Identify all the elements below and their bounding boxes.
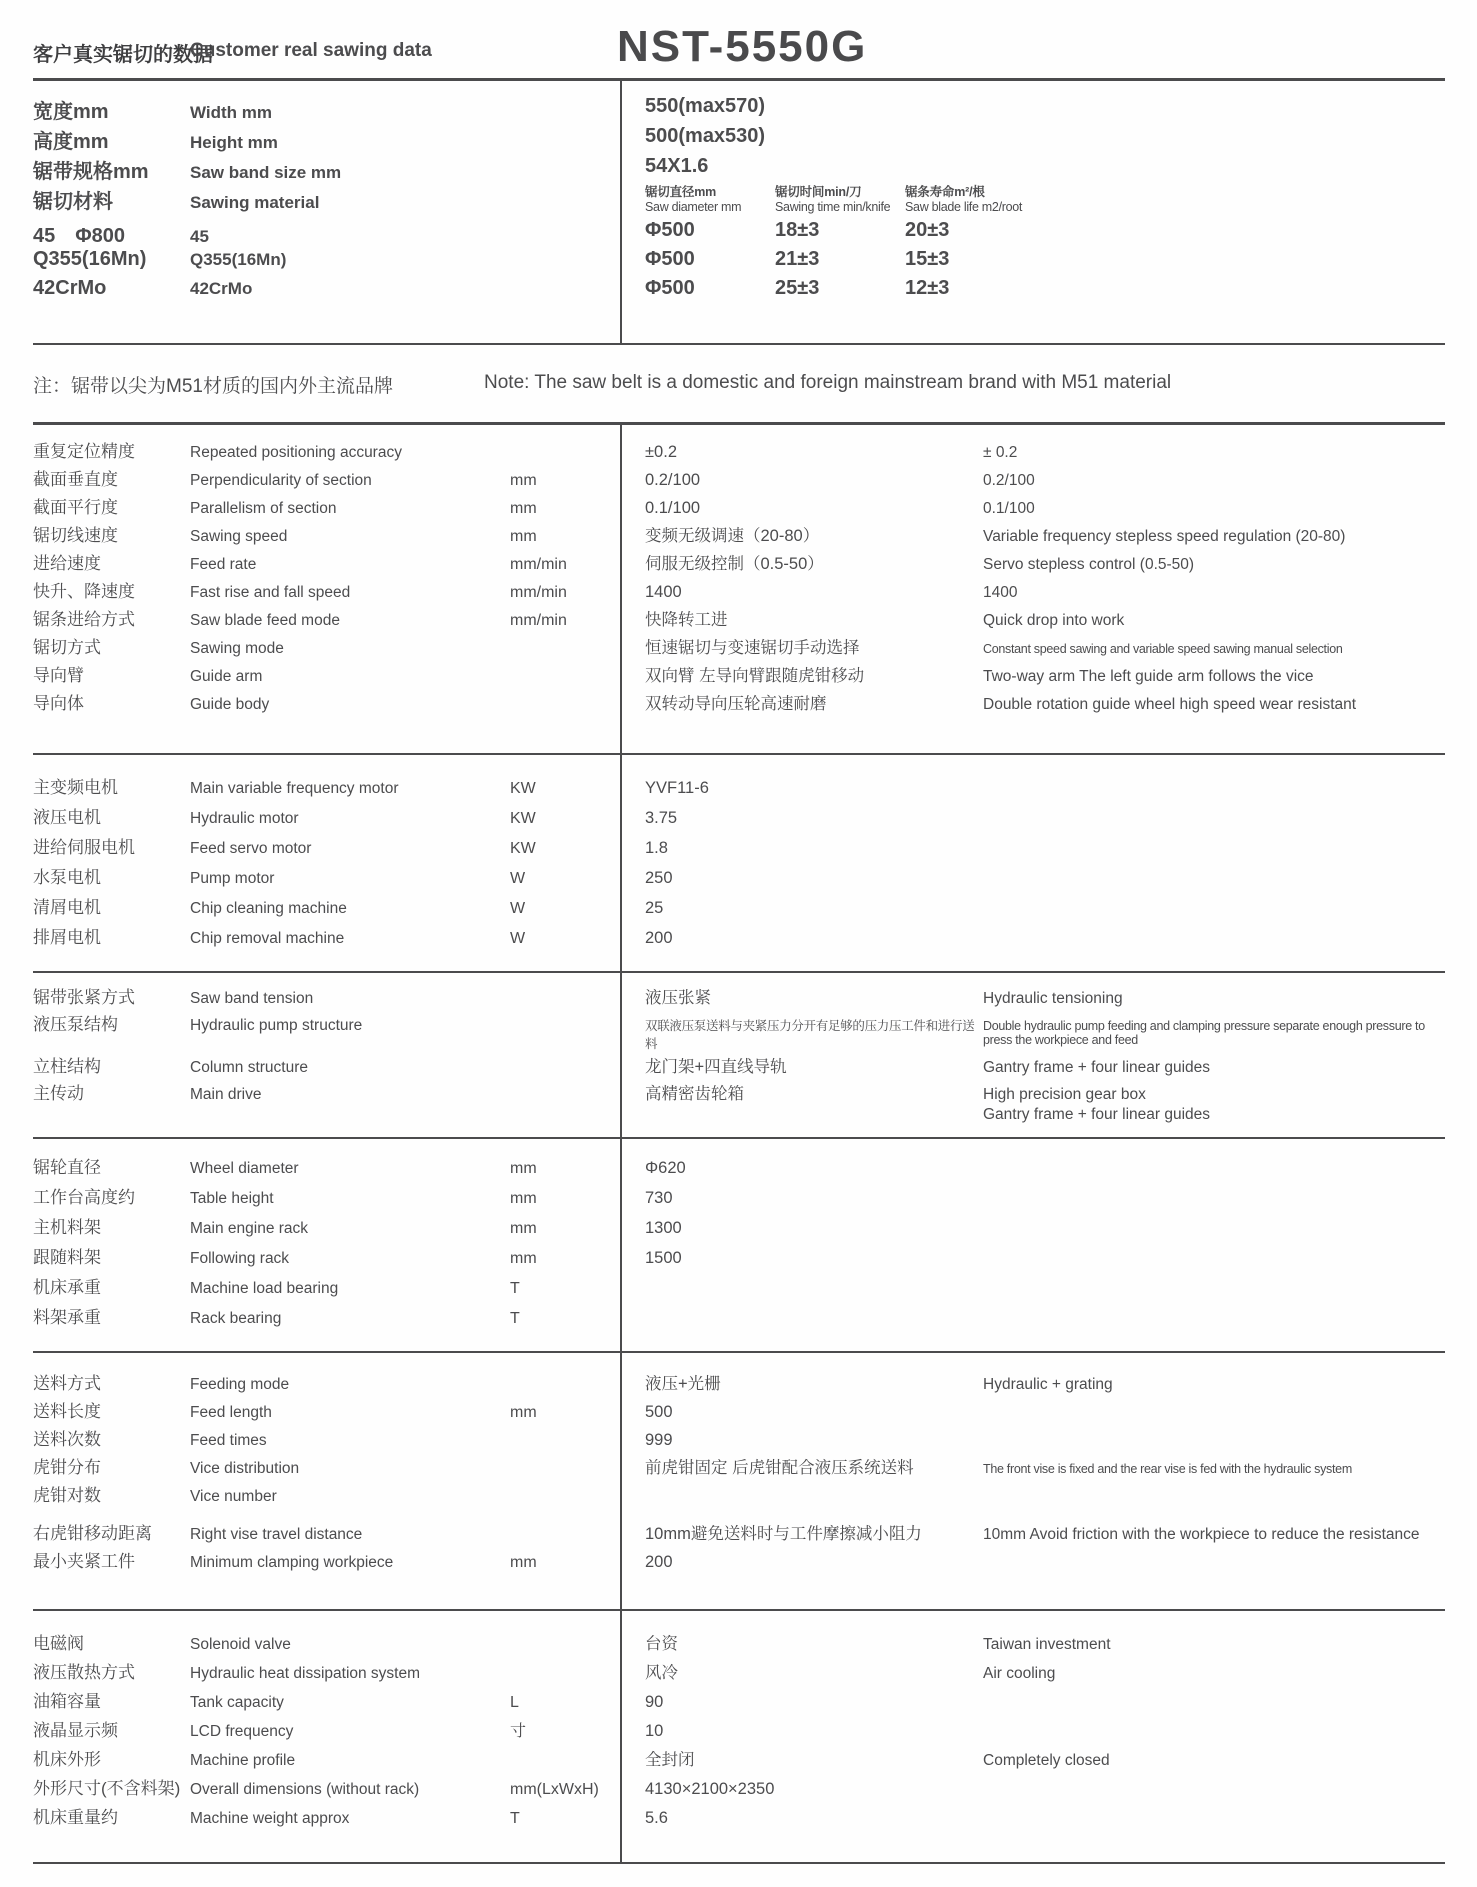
- label-cn: 主变频电机: [33, 777, 118, 797]
- value-en: Double rotation guide wheel high speed wear resistant: [983, 695, 1357, 713]
- spec-row: [33, 1774, 1445, 1803]
- mini-table-cell: 25±3: [775, 276, 820, 299]
- label-cn: 送料方式: [33, 1373, 101, 1393]
- label-cn: 锯切线速度: [33, 525, 118, 545]
- spec-table: [33, 425, 1445, 1864]
- label-en: Following rack: [190, 1249, 290, 1267]
- unit-label: mm: [510, 499, 537, 517]
- value-en: Completely closed: [983, 1751, 1110, 1769]
- sawing-data-row: [33, 277, 620, 306]
- value-en: Constant speed sawing and variable speed sawing manual selection: [983, 641, 1343, 656]
- unit-label: mm/min: [510, 611, 567, 629]
- value-cn: YVF11-6: [645, 778, 709, 797]
- label-cn: 水泵电机: [33, 867, 101, 887]
- value-cn: 高精密齿轮箱: [645, 1084, 744, 1103]
- value-cn: 双转动导向压轮高速耐磨: [645, 694, 827, 713]
- label-cn: 机床重量约: [33, 1807, 118, 1827]
- spec-row: [33, 1052, 1445, 1079]
- value-en: 0.2/100: [983, 471, 1035, 489]
- sawing-data-values: [645, 95, 1445, 306]
- label-en: Main variable frequency motor: [190, 779, 399, 797]
- label-cn: 快升、降速度: [33, 581, 135, 601]
- label-en: Chip cleaning machine: [190, 899, 347, 917]
- value-cn: 999: [645, 1430, 673, 1449]
- mini-header-cn: 锯切直径mm: [645, 184, 717, 199]
- mini-table-cell: 12±3: [905, 276, 950, 299]
- value-cn: 5.6: [645, 1808, 668, 1827]
- label-cn: 45 Φ800: [33, 224, 126, 247]
- value-cn: 0.1/100: [645, 498, 701, 517]
- unit-label: W: [510, 899, 526, 917]
- spec-row: [33, 493, 1445, 521]
- spec-row: [33, 1273, 1445, 1303]
- label-en: Machine weight approx: [190, 1809, 350, 1827]
- label-en: Table height: [190, 1189, 274, 1207]
- label-en: Height mm: [190, 132, 278, 152]
- label-en: Saw band tension: [190, 989, 314, 1007]
- label-en: Solenoid valve: [190, 1635, 291, 1653]
- value-cn: 3.75: [645, 808, 678, 827]
- value-cn: 全封闭: [645, 1750, 695, 1769]
- label-cn: 锯带规格mm: [33, 160, 149, 183]
- spec-section-3: [33, 973, 1445, 1139]
- label-cn: 跟随料架: [33, 1247, 101, 1267]
- label-cn: 电磁阀: [33, 1633, 84, 1653]
- label-cn: 进给速度: [33, 553, 101, 573]
- label-en: Sawing speed: [190, 527, 288, 545]
- value-cn: 龙门架+四直线导轨: [645, 1057, 787, 1076]
- value-cn: 风冷: [645, 1663, 678, 1682]
- spec-section-4: [33, 1139, 1445, 1353]
- label-cn: 锯切材料: [33, 190, 113, 213]
- mini-header-en: Saw blade life m2/root: [905, 199, 1023, 214]
- unit-label: mm: [510, 1403, 537, 1421]
- page-title-cn: 客户真实锯切的数据: [33, 44, 213, 66]
- label-en: Feeding mode: [190, 1375, 290, 1393]
- mini-table-cell: 21±3: [775, 247, 820, 270]
- label-en: Machine load bearing: [190, 1279, 339, 1297]
- value-cn: 双联液压泵送料与夹紧压力分开有足够的压力压工件和进行送料: [645, 1018, 975, 1051]
- spec-row: [33, 1519, 1445, 1547]
- sawing-data-row: [33, 185, 620, 219]
- note-text-cn: 注：锯带以尖为M51材质的国内外主流品牌: [33, 376, 393, 397]
- label-cn: 截面垂直度: [33, 469, 118, 489]
- label-en: Column structure: [190, 1058, 309, 1076]
- spec-row: [33, 661, 1445, 689]
- spec-row: [33, 1153, 1445, 1183]
- spec-row: [33, 1243, 1445, 1273]
- label-en: Sawing material: [190, 192, 320, 212]
- spec-row: [33, 437, 1445, 465]
- value-cn: 液压+光栅: [645, 1374, 721, 1393]
- value-en: 1400: [983, 583, 1018, 601]
- spec-value: 54X1.6: [645, 154, 709, 177]
- label-cn: 宽度mm: [33, 100, 109, 123]
- label-cn: 导向体: [33, 693, 84, 713]
- label-cn: 锯带张紧方式: [33, 987, 135, 1007]
- value-en: Gantry frame + four linear guides: [983, 1105, 1211, 1123]
- value-en: Gantry frame + four linear guides: [983, 1058, 1211, 1076]
- label-en: Feed servo motor: [190, 839, 312, 857]
- mini-table-header-cell: [645, 185, 775, 219]
- sawing-data-row: [33, 125, 620, 155]
- label-cn: 机床外形: [33, 1749, 101, 1769]
- label-cn: 油箱容量: [33, 1691, 101, 1711]
- unit-label: mm: [510, 1219, 537, 1237]
- sawing-data-labels: [33, 95, 620, 306]
- label-en: Wheel diameter: [190, 1159, 299, 1177]
- label-en: Fast rise and fall speed: [190, 583, 351, 601]
- label-cn: 导向臂: [33, 665, 84, 685]
- mini-table-cell: 18±3: [775, 218, 820, 241]
- spec-row: [33, 1547, 1445, 1575]
- spec-row: [33, 1745, 1445, 1774]
- label-cn: 重复定位精度: [33, 441, 135, 461]
- label-en: Q355(16Mn): [190, 249, 287, 269]
- label-cn: 最小夹紧工件: [33, 1551, 135, 1571]
- value-cn: 90: [645, 1692, 664, 1711]
- value-cn: 500: [645, 1402, 673, 1421]
- label-cn: 锯切方式: [33, 637, 101, 657]
- unit-label: W: [510, 869, 526, 887]
- spec-row: [33, 577, 1445, 605]
- unit-label: T: [510, 1309, 520, 1327]
- label-en: Sawing mode: [190, 639, 284, 657]
- spec-row: [33, 983, 1445, 1010]
- mini-table-cell: 20±3: [905, 218, 950, 241]
- unit-label: KW: [510, 809, 536, 827]
- mini-table-row: [645, 219, 1445, 248]
- label-en: Guide arm: [190, 667, 263, 685]
- spec-section-1: [33, 425, 1445, 755]
- label-cn: 工作台高度约: [33, 1187, 135, 1207]
- model-number: NST-5550G: [617, 22, 868, 71]
- value-en: ± 0.2: [983, 443, 1018, 461]
- value-en: Taiwan investment: [983, 1635, 1111, 1653]
- label-en: Tank capacity: [190, 1693, 284, 1711]
- note-row: [33, 345, 1445, 422]
- value-cn: 1400: [645, 582, 682, 601]
- unit-label: W: [510, 929, 526, 947]
- label-en: Main engine rack: [190, 1219, 309, 1237]
- spec-section-5: [33, 1353, 1445, 1611]
- label-en: Right vise travel distance: [190, 1525, 363, 1543]
- value-en: 0.1/100: [983, 499, 1035, 517]
- customer-sawing-data-section: [33, 81, 1445, 343]
- spec-row: [33, 549, 1445, 577]
- spec-row: [33, 1213, 1445, 1243]
- mini-table-cell: Φ500: [645, 218, 695, 241]
- spec-row: [33, 1303, 1445, 1333]
- unit-label: mm: [510, 471, 537, 489]
- unit-label: mm(LxWxH): [510, 1780, 599, 1798]
- unit-label: L: [510, 1693, 519, 1711]
- label-en: Repeated positioning accuracy: [190, 443, 402, 461]
- label-en: Perpendicularity of section: [190, 471, 372, 489]
- value-cn: 恒速锯切与变速锯切手动选择: [645, 638, 860, 657]
- value-en: Hydraulic tensioning: [983, 989, 1123, 1007]
- label-cn: 液压电机: [33, 807, 101, 827]
- mini-table-cell: Φ500: [645, 276, 695, 299]
- label-en: Hydraulic heat dissipation system: [190, 1664, 421, 1682]
- value-cn: 0.2/100: [645, 470, 701, 489]
- label-cn: 右虎钳移动距离: [33, 1523, 152, 1543]
- spec-row: [33, 1453, 1445, 1481]
- spec-row: [33, 1658, 1445, 1687]
- unit-label: mm: [510, 1159, 537, 1177]
- mini-table-row: [645, 277, 1445, 306]
- spec-row: [33, 633, 1445, 661]
- value-cn: 200: [645, 1552, 673, 1571]
- mini-table-header-cell: [905, 185, 1445, 219]
- value-cn: 4130×2100×2350: [645, 1779, 775, 1798]
- unit-label: mm/min: [510, 555, 567, 573]
- value-cn: 10: [645, 1721, 664, 1740]
- unit-label: mm: [510, 1249, 537, 1267]
- mini-table-row: [645, 248, 1445, 277]
- value-en: Double hydraulic pump feeding and clamping pressure separate enough pressure to press the workpiece and feed: [983, 1018, 1425, 1047]
- label-en: Hydraulic pump structure: [190, 1016, 363, 1034]
- value-cn: 台资: [645, 1634, 678, 1653]
- value-cn: 变频无级调速（20-80）: [645, 526, 820, 545]
- spec-row: [33, 465, 1445, 493]
- label-en: Pump motor: [190, 869, 275, 887]
- unit-label: T: [510, 1809, 520, 1827]
- value-cn: 液压张紧: [645, 988, 711, 1007]
- label-cn: 高度mm: [33, 130, 109, 153]
- spec-row: [33, 833, 1445, 863]
- mini-table-header: [645, 185, 1445, 219]
- label-en: Hydraulic motor: [190, 809, 299, 827]
- unit-label: 寸: [510, 1722, 527, 1740]
- label-en: Saw blade feed mode: [190, 611, 340, 629]
- label-en: Width mm: [190, 102, 273, 122]
- label-cn: 主机料架: [33, 1217, 101, 1237]
- spec-row: [33, 863, 1445, 893]
- mini-table-header-cell: [775, 185, 905, 219]
- label-cn: 锯条进给方式: [33, 609, 135, 629]
- value-en: Servo stepless control (0.5-50): [983, 555, 1195, 573]
- label-en: Parallelism of section: [190, 499, 337, 517]
- value-en: Variable frequency stepless speed regulation (20-80): [983, 527, 1346, 545]
- label-en: 42CrMo: [190, 278, 253, 298]
- value-en: 10mm Avoid friction with the workpiece to reduce the resistance: [983, 1525, 1420, 1543]
- label-cn: 虎钳对数: [33, 1485, 101, 1505]
- spec-row: [33, 1183, 1445, 1213]
- spec-row: [33, 1397, 1445, 1425]
- spec-row: [33, 923, 1445, 953]
- label-en: Feed times: [190, 1431, 267, 1449]
- spec-row: [33, 689, 1445, 717]
- unit-label: KW: [510, 839, 536, 857]
- label-en: Guide body: [190, 695, 270, 713]
- value-en: High precision gear box: [983, 1085, 1146, 1103]
- header: [33, 22, 1445, 78]
- spec-value: 550(max570): [645, 94, 766, 117]
- label-en: Vice number: [190, 1487, 277, 1505]
- value-en: The front vise is fixed and the rear vise is fed with the hydraulic system: [983, 1461, 1352, 1476]
- label-cn: 外形尺寸(不含料架): [33, 1778, 181, 1798]
- value-cn: 200: [645, 928, 673, 947]
- label-cn: 锯轮直径: [33, 1157, 101, 1177]
- mini-header-en: Saw diameter mm: [645, 199, 742, 214]
- label-en: Rack bearing: [190, 1309, 282, 1327]
- unit-label: KW: [510, 779, 536, 797]
- label-cn: 清屑电机: [33, 897, 101, 917]
- spec-row: [33, 1369, 1445, 1397]
- mini-header-en: Sawing time min/knife: [775, 199, 891, 214]
- label-cn: 进给伺服电机: [33, 837, 135, 857]
- label-en: LCD frequency: [190, 1722, 294, 1740]
- value-cn: 10mm避免送料时与工件摩擦减小阻力: [645, 1524, 922, 1543]
- label-en: Overall dimensions (without rack): [190, 1780, 420, 1798]
- value-cn: 快降转工进: [645, 610, 728, 629]
- label-en: Vice distribution: [190, 1459, 300, 1477]
- label-cn: 主传动: [33, 1083, 84, 1103]
- label-en: Minimum clamping workpiece: [190, 1553, 394, 1571]
- value-cn: 伺服无级控制（0.5-50）: [645, 554, 824, 573]
- label-cn: Q355(16Mn): [33, 247, 147, 270]
- unit-label: mm: [510, 1553, 537, 1571]
- value-cn: 1300: [645, 1218, 682, 1237]
- note-text-en: Note: The saw belt is a domestic and foreign mainstream brand with M51 material: [484, 372, 1172, 393]
- mini-header-cn: 锯条寿命m²/根: [905, 184, 985, 199]
- label-cn: 送料次数: [33, 1429, 101, 1449]
- spec-row: [33, 893, 1445, 923]
- spec-row: [33, 1079, 1445, 1106]
- spec-row: [33, 1716, 1445, 1745]
- spec-row: [33, 1106, 1445, 1133]
- label-cn: 送料长度: [33, 1401, 101, 1421]
- spec-row: [33, 1481, 1445, 1509]
- value-en: Quick drop into work: [983, 611, 1125, 629]
- value-cn: 730: [645, 1188, 673, 1207]
- value-en: Air cooling: [983, 1664, 1056, 1682]
- label-cn: 排屑电机: [33, 927, 101, 947]
- label-en: Main drive: [190, 1085, 262, 1103]
- spec-row: [33, 605, 1445, 633]
- spec-row: [33, 1687, 1445, 1716]
- value-cn: 250: [645, 868, 673, 887]
- spec-row: [33, 803, 1445, 833]
- mini-table-cell: 15±3: [905, 247, 950, 270]
- label-cn: 虎钳分布: [33, 1457, 101, 1477]
- value-cn: 前虎钳固定 后虎钳配合液压系统送料: [645, 1458, 914, 1477]
- spec-row: [33, 521, 1445, 549]
- label-en: 45: [190, 226, 209, 246]
- value-en: Hydraulic + grating: [983, 1375, 1113, 1393]
- value-cn: 1.8: [645, 838, 668, 857]
- value-cn: 25: [645, 898, 664, 917]
- label-en: Feed length: [190, 1403, 272, 1421]
- mini-header-cn: 锯切时间min/刀: [775, 184, 862, 199]
- unit-label: mm: [510, 1189, 537, 1207]
- label-cn: 立柱结构: [33, 1056, 101, 1076]
- spec-row: [33, 1803, 1445, 1832]
- label-cn: 机床承重: [33, 1277, 101, 1297]
- sawing-data-row: [33, 95, 620, 125]
- spec-row: [33, 1425, 1445, 1453]
- mini-table-cell: Φ500: [645, 247, 695, 270]
- spec-row: [33, 1010, 1445, 1052]
- sawing-data-row: [33, 155, 620, 185]
- value-en: Two-way arm The left guide arm follows the vice: [983, 667, 1314, 685]
- spec-row: [33, 1629, 1445, 1658]
- sawing-data-row: [33, 248, 620, 277]
- label-cn: 液压泵结构: [33, 1014, 118, 1034]
- spec-section-6: [33, 1611, 1445, 1864]
- spec-row: [33, 773, 1445, 803]
- unit-label: mm/min: [510, 583, 567, 601]
- value-cn: 1500: [645, 1248, 682, 1267]
- label-en: Chip removal machine: [190, 929, 345, 947]
- sawing-data-row: [33, 219, 620, 248]
- label-en: Machine profile: [190, 1751, 296, 1769]
- label-cn: 液晶显示频: [33, 1720, 118, 1740]
- label-en: Feed rate: [190, 555, 257, 573]
- label-en: Saw band size mm: [190, 162, 342, 182]
- unit-label: mm: [510, 527, 537, 545]
- value-cn: Φ620: [645, 1158, 686, 1177]
- label-cn: 料架承重: [33, 1307, 101, 1327]
- value-cn: 双向臂 左导向臂跟随虎钳移动: [645, 666, 865, 685]
- label-cn: 42CrMo: [33, 276, 107, 299]
- value-cn: ±0.2: [645, 442, 677, 461]
- unit-label: T: [510, 1279, 520, 1297]
- label-cn: 液压散热方式: [33, 1662, 135, 1682]
- spec-section-2: [33, 755, 1445, 973]
- spec-value: 500(max530): [645, 124, 766, 147]
- page-title-en: Customer real sawing data: [190, 40, 432, 61]
- label-cn: 截面平行度: [33, 497, 118, 517]
